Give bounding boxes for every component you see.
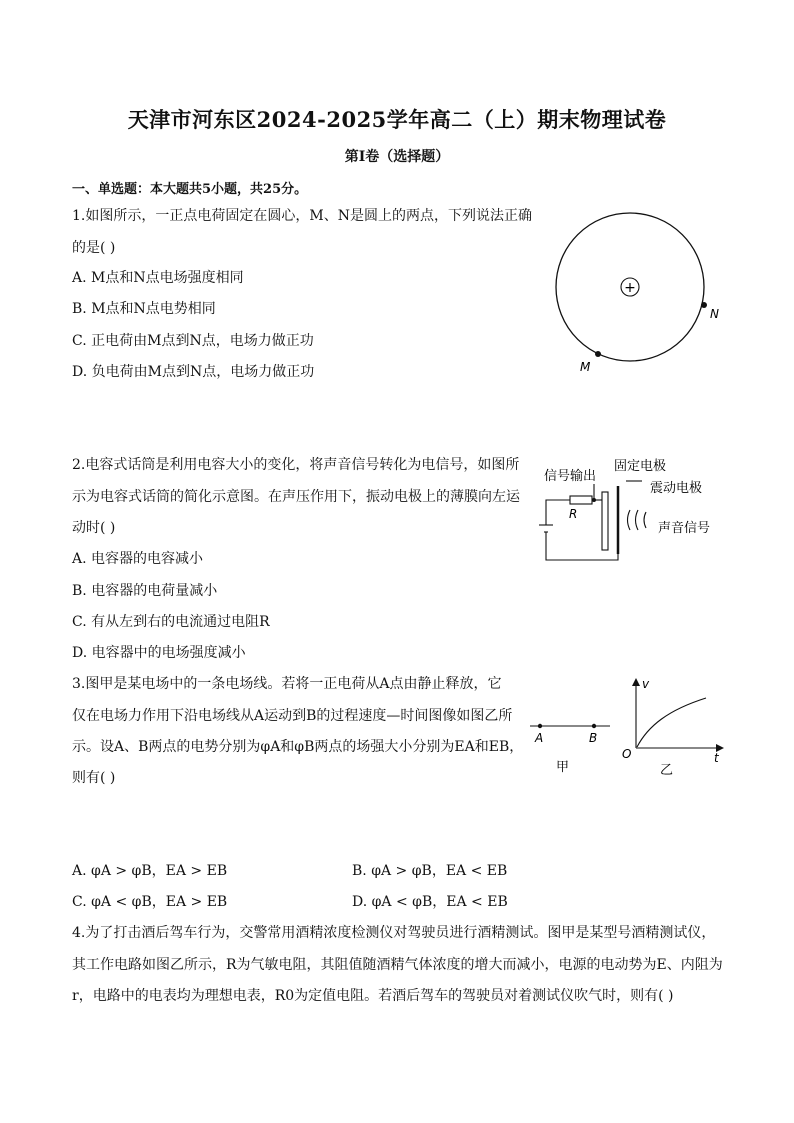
vibrating-electrode-label: 震动电极: [650, 481, 703, 496]
q1-option-a: A. M点和N点电场强度相同: [72, 270, 244, 286]
wire-bottom: [546, 532, 618, 560]
q2-option-b: B. 电容器的电荷量减小: [72, 583, 218, 599]
resistor-r: [570, 496, 592, 504]
q3-figure: [520, 674, 730, 784]
velocity-curve: [637, 698, 706, 747]
point-m-dot: [595, 351, 601, 357]
resistor-label: R: [569, 507, 578, 521]
junction-dot: [592, 498, 596, 502]
q1-stem-line2: 的是( ): [72, 240, 116, 256]
q2-option-c: C. 有从左到右的电流通过电阻R: [72, 614, 270, 630]
sound-signal-label: 声音信号: [658, 521, 711, 536]
q2-stem-line3: 动时( ): [72, 520, 116, 536]
page-title: 天津市河东区2024-2025学年高二（上）期末物理试卷: [127, 107, 667, 132]
q4-stem-line3: r，电路中的电表均为理想电表，R0为定值电阻。若酒后驾车的驾驶员对着测试仪吹气时，则有( ): [72, 988, 674, 1004]
q3-stem-line4: 则有( ): [72, 770, 116, 786]
point-b-dot: [592, 724, 596, 728]
q2-option-d: D. 电容器中的电场强度减小: [72, 645, 246, 661]
fixed-electrode-plate: [602, 492, 608, 550]
q3-stem-line2: 仅在电场力作用下沿电场线从A运动到B的过程速度—时间图像如图乙所: [72, 708, 513, 724]
q1-stem-line1: 1.如图所示，一正点电荷固定在圆心，M、N是圆上的两点，下列说法正确: [72, 208, 532, 224]
v-axis-arrow: [632, 678, 640, 686]
figure-jia-label: 甲: [556, 760, 570, 775]
q1-option-b: B. M点和N点电势相同: [72, 301, 216, 317]
q4-stem-line2: 其工作电路如图乙所示，R为气敏电阻，其阻值随酒精气体浓度的增大而减小，电源的电动势为E、内阻为: [72, 957, 723, 973]
page-subtitle: 第I卷（选择题）: [344, 149, 450, 165]
sound-wave-1: [628, 510, 631, 530]
q3-option-c: C. φA < φB，EA > EB: [72, 894, 228, 910]
point-a-dot: [538, 724, 542, 728]
q2-option-a: A. 电容器的电容减小: [72, 551, 204, 567]
figure-yi-label: 乙: [660, 763, 674, 778]
q3-stem-line3: 示。设A、B两点的电势分别为φA和φB两点的场强大小分别为EA和EB，: [72, 739, 524, 755]
q2-microphone-figure: [530, 452, 735, 570]
point-n-dot: [701, 302, 707, 308]
q1-circle-figure: [540, 200, 740, 390]
signal-output-label: 信号输出: [544, 469, 597, 484]
q4-stem-line1: 4.为了打击酒后驾车行为，交警常用酒精浓度检测仪对驾驶员进行酒精测试。图甲是某型号酒精测试仪，: [72, 925, 716, 941]
q1-option-d: D. 负电荷由M点到N点，电场力做正功: [72, 364, 315, 380]
t-axis-label: t: [714, 751, 719, 765]
q2-stem-line2: 示为电容式话筒的简化示意图。在声压作用下，振动电极上的薄膜向左运: [72, 489, 520, 505]
fixed-electrode-label: 固定电极: [614, 459, 667, 474]
q3-option-d: D. φA < φB，EA < EB: [352, 894, 508, 910]
section-heading: 一、单选题：本大题共5小题，共25分。: [72, 182, 308, 197]
point-b-label: B: [589, 731, 598, 745]
v-axis-label: v: [642, 677, 650, 691]
wire-top-left: [546, 500, 570, 517]
q2-stem-line1: 2.电容式话筒是利用电容大小的变化，将声音信号转化为电信号，如图所: [72, 457, 520, 473]
sound-wave-3: [644, 512, 646, 528]
q1-option-c: C. 正电荷由M点到N点，电场力做正功: [72, 333, 314, 349]
point-n-label: N: [710, 307, 719, 321]
sound-wave-2: [636, 510, 639, 530]
q3-option-b: B. φA > φB，EA < EB: [352, 863, 508, 879]
point-m-label: M: [580, 360, 591, 374]
charge-plus-symbol: +: [624, 280, 636, 296]
origin-label: O: [622, 747, 632, 761]
q3-option-a: A. φA > φB，EA > EB: [72, 863, 228, 879]
q3-stem-line1: 3.图甲是某电场中的一条电场线。若将一正电荷从A点由静止释放，它: [72, 676, 502, 692]
point-a-label: A: [535, 731, 544, 745]
